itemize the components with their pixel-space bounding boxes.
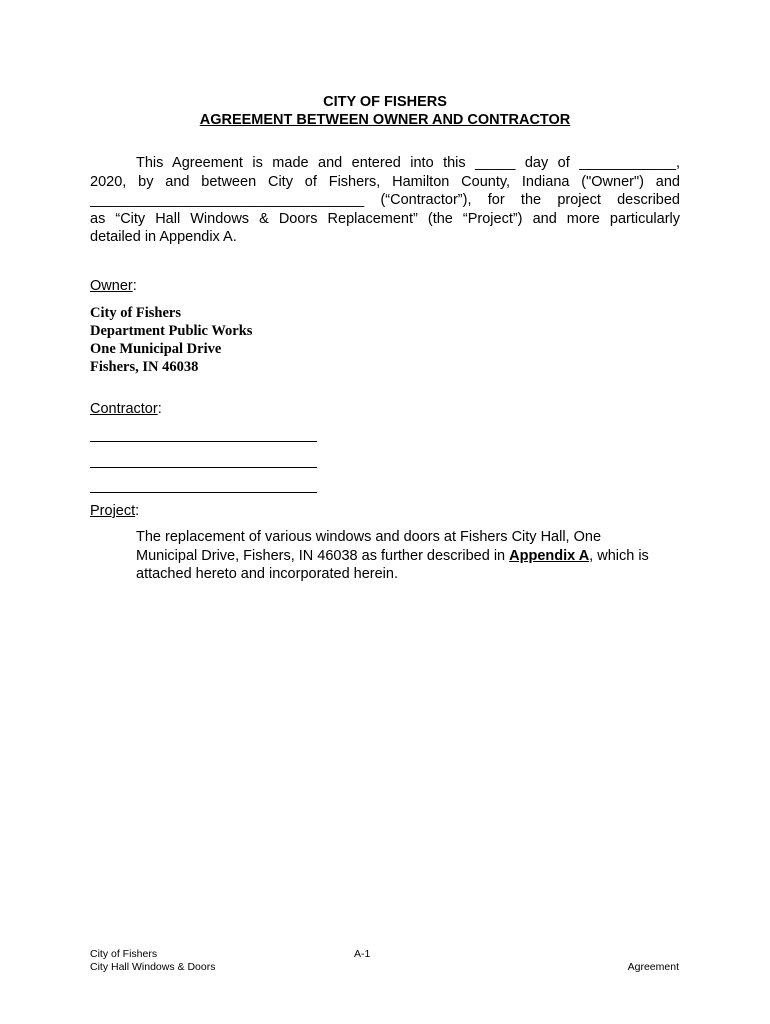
- contractor-heading: [90, 401, 162, 417]
- contractor-signature-line[interactable]: [90, 492, 317, 493]
- project-description: [90, 528, 650, 584]
- owner-address-line: Fishers, IN 46038: [90, 359, 199, 375]
- intro-line-1: This Agreement is made and entered into this _____ day of ____________,: [136, 155, 680, 171]
- owner-address: [90, 304, 252, 376]
- footer-project: City Hall Windows & Doors: [90, 961, 216, 973]
- intro-line-4: as “City Hall Windows & Doors Replacement” (the “Project”) and more particularly: [90, 210, 680, 227]
- footer-org: City of Fishers: [90, 948, 158, 960]
- owner-label: Owner: [90, 278, 133, 294]
- intro-line-3: __________________________________ (“Contractor”), for the project described: [90, 192, 680, 208]
- footer-left: [90, 948, 215, 974]
- owner-colon: :: [132, 278, 137, 294]
- project-label: Project: [90, 503, 136, 519]
- appendix-a-reference: Appendix A: [509, 547, 590, 564]
- document-title: CITY OF FISHERS: [323, 94, 447, 110]
- owner-address-line: City of Fishers: [90, 305, 182, 321]
- owner-heading: [90, 278, 137, 294]
- project-text: The replacement of various windows and doors at Fishers City Hall, One Municipal Drive, Fishers, IN 46038 as further described in: [136, 529, 602, 564]
- owner-address-line: One Municipal Drive: [90, 341, 222, 357]
- contractor-signature-line[interactable]: [90, 441, 317, 442]
- contractor-signature-line[interactable]: [90, 467, 317, 468]
- project-text-end: , which is attached hereto and incorporated herein.: [136, 547, 649, 582]
- document-subtitle: AGREEMENT BETWEEN OWNER AND CONTRACTOR: [199, 112, 571, 128]
- project-heading: [90, 503, 139, 519]
- intro-line-2: 2020, by and between City of Fishers, Hamilton County, Indiana ("Owner") and: [90, 173, 680, 190]
- contractor-label: Contractor: [90, 401, 158, 417]
- footer-page-number: A-1: [354, 948, 371, 960]
- intro-line-5: detailed in Appendix A.: [90, 229, 237, 245]
- contractor-colon: :: [157, 401, 162, 417]
- intro-paragraph: [90, 154, 680, 247]
- project-colon: :: [135, 503, 140, 519]
- footer-doc-type: Agreement: [627, 961, 679, 973]
- owner-address-line: Department Public Works: [90, 323, 253, 339]
